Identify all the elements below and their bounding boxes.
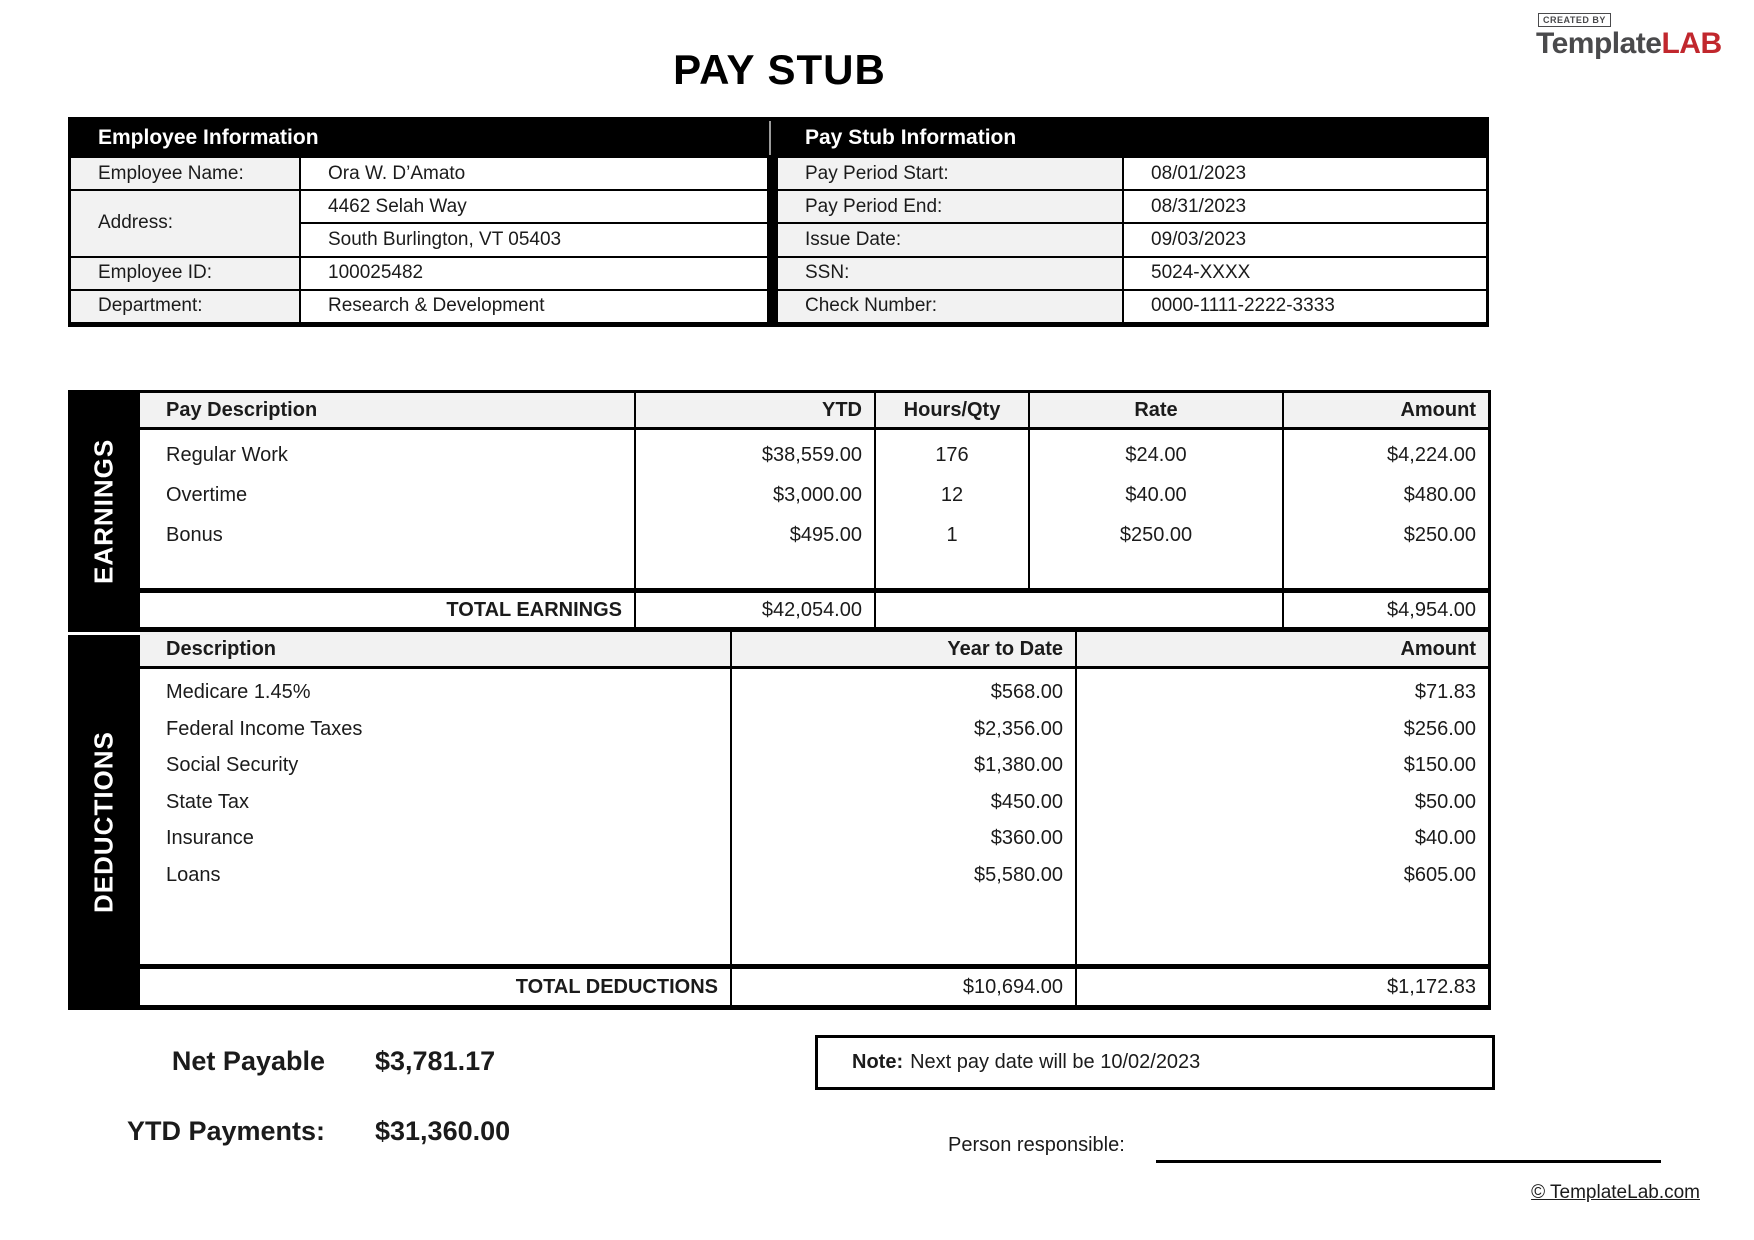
deductions-header-ytd: Year to Date [732, 632, 1075, 666]
earnings-header-description: Pay Description [140, 393, 634, 427]
deduction-row-ytd: $450.00 [990, 790, 1063, 813]
earnings-header-ytd: YTD [636, 393, 874, 427]
deductions-section-label: DEDUCTIONS [88, 731, 119, 914]
deduction-row-description: Federal Income Taxes [166, 717, 363, 740]
pay-period-start-value: 08/01/2023 [1124, 158, 1486, 189]
address-line1-value: 4462 Selah Way [301, 191, 767, 222]
net-payable-value: $3,781.17 [375, 1046, 496, 1076]
earnings-row-rate: $40.00 [1125, 484, 1187, 506]
total-earnings-row [140, 593, 1488, 627]
employee-id-value: 100025482 [301, 258, 767, 289]
deduction-row-ytd: $2,356.00 [974, 717, 1063, 740]
check-number-value: 0000-1111-2222-3333 [1124, 291, 1486, 322]
info-table-divider [769, 120, 776, 322]
pay-period-end-label: Pay Period End: [778, 191, 1122, 222]
earnings-deductions-section [68, 390, 1491, 1010]
earnings-row-description: Bonus [166, 524, 223, 546]
person-responsible-signature-line[interactable] [1156, 1160, 1661, 1163]
earnings-row-ytd: $38,559.00 [761, 444, 862, 466]
deduction-row-description: State Tax [166, 790, 250, 813]
earnings-row-hours-qty: 1 [946, 524, 958, 546]
section-band [68, 390, 140, 1010]
address-label: Address: [71, 191, 299, 255]
earnings-section-label: EARNINGS [88, 438, 119, 584]
deduction-row-ytd: $568.00 [990, 681, 1063, 703]
templatelab-copyright-link[interactable]: © TemplateLab.com [1531, 1182, 1700, 1203]
deductions-amount-column [1077, 669, 1488, 964]
issue-date-value: 09/03/2023 [1124, 224, 1486, 255]
pay-period-start-label: Pay Period Start: [778, 158, 1122, 189]
deductions-ytd-column [732, 669, 1075, 964]
deductions-header-row [140, 632, 1488, 669]
earnings-rate-column [1030, 430, 1282, 588]
earnings-row-description: Overtime [166, 484, 248, 506]
employee-name-label: Employee Name: [71, 158, 299, 189]
address-line2-value: South Burlington, VT 05403 [301, 224, 767, 255]
deduction-row-amount: $150.00 [1403, 754, 1476, 776]
deduction-row-description: Insurance [166, 827, 254, 849]
total-earnings-amount: $4,954.00 [1284, 593, 1488, 627]
deduction-row-ytd: $5,580.00 [974, 863, 1063, 886]
deduction-row-description: Medicare 1.45% [166, 681, 311, 703]
total-deductions-amount: $1,172.83 [1077, 969, 1488, 1005]
templatelab-logo [1536, 10, 1746, 60]
department-value: Research & Development [301, 291, 767, 322]
total-deductions-label: TOTAL DEDUCTIONS [140, 969, 730, 1005]
total-earnings-empty-cell [876, 593, 1282, 627]
logo-created-by-badge: CREATED BY [1538, 13, 1611, 27]
total-earnings-ytd: $42,054.00 [636, 593, 874, 627]
ytd-payments-label: YTD Payments: [126, 1116, 325, 1146]
page-title: PAY STUB [673, 46, 886, 93]
ytd-payments-value: $31,360.00 [375, 1116, 511, 1146]
earnings-deductions-tables [140, 390, 1491, 1010]
earnings-row-ytd: $3,000.00 [773, 484, 862, 506]
earnings-amount-column [1284, 430, 1488, 588]
department-label: Department: [71, 291, 299, 322]
deduction-row-description: Loans [166, 863, 221, 886]
note-text: Next pay date will be 10/02/2023 [910, 1051, 1201, 1073]
deductions-description-column [140, 669, 730, 964]
earnings-row-amount: $4,224.00 [1387, 444, 1476, 466]
employee-id-label: Employee ID: [71, 258, 299, 289]
earnings-row-rate: $250.00 [1119, 524, 1193, 546]
deductions-header-amount: Amount [1077, 632, 1488, 666]
deductions-header-description: Description [140, 632, 730, 666]
deduction-row-amount: $50.00 [1414, 790, 1476, 813]
employee-name-value: Ora W. D’Amato [301, 158, 767, 189]
check-number-label: Check Number: [778, 291, 1122, 322]
logo-brand-lab: LAB [1661, 27, 1722, 60]
note-box [815, 1035, 1495, 1090]
pay-period-end-value: 08/31/2023 [1124, 191, 1486, 222]
ssn-value: 5024-XXXX [1124, 258, 1486, 289]
earnings-row-ytd: $495.00 [789, 524, 862, 546]
total-deductions-row [140, 969, 1488, 1005]
earnings-row-description: Regular Work [166, 444, 288, 466]
logo-wordmark [1536, 28, 1746, 60]
deduction-row-amount: $256.00 [1403, 717, 1476, 740]
earnings-hours-qty-column [876, 430, 1028, 588]
employee-info-header: Employee Information [71, 120, 767, 156]
person-responsible-label: Person responsible: [948, 1134, 1125, 1156]
issue-date-label: Issue Date: [778, 224, 1122, 255]
deduction-row-amount: $605.00 [1403, 863, 1476, 886]
logo-brand-template: Template [1536, 27, 1662, 60]
earnings-header-amount: Amount [1284, 393, 1488, 427]
deduction-row-amount: $40.00 [1414, 827, 1476, 849]
deduction-row-description: Social Security [166, 754, 299, 776]
net-payable-label: Net Payable [171, 1046, 325, 1076]
earnings-header-rate: Rate [1030, 393, 1282, 427]
deduction-row-amount: $71.83 [1414, 681, 1476, 703]
earnings-row-rate: $24.00 [1125, 444, 1187, 466]
earnings-row-hours-qty: 176 [935, 444, 969, 466]
deduction-row-ytd: $360.00 [990, 827, 1063, 849]
deduction-row-ytd: $1,380.00 [974, 754, 1063, 776]
note-label: Note: [852, 1051, 904, 1073]
earnings-row-amount: $480.00 [1403, 484, 1476, 506]
total-deductions-ytd: $10,694.00 [732, 969, 1075, 1005]
earnings-header-hours-qty: Hours/Qty [876, 393, 1028, 427]
ssn-label: SSN: [778, 258, 1122, 289]
earnings-row-amount: $250.00 [1403, 524, 1476, 546]
earnings-body [140, 430, 1488, 588]
info-table [68, 117, 1489, 327]
earnings-header-row [140, 393, 1488, 430]
total-earnings-label: TOTAL EARNINGS [140, 593, 634, 627]
earnings-description-column [140, 430, 634, 588]
earnings-row-hours-qty: 12 [940, 484, 964, 506]
paystub-info-header: Pay Stub Information [778, 120, 1486, 156]
deductions-body [140, 669, 1488, 964]
earnings-ytd-column [636, 430, 874, 588]
